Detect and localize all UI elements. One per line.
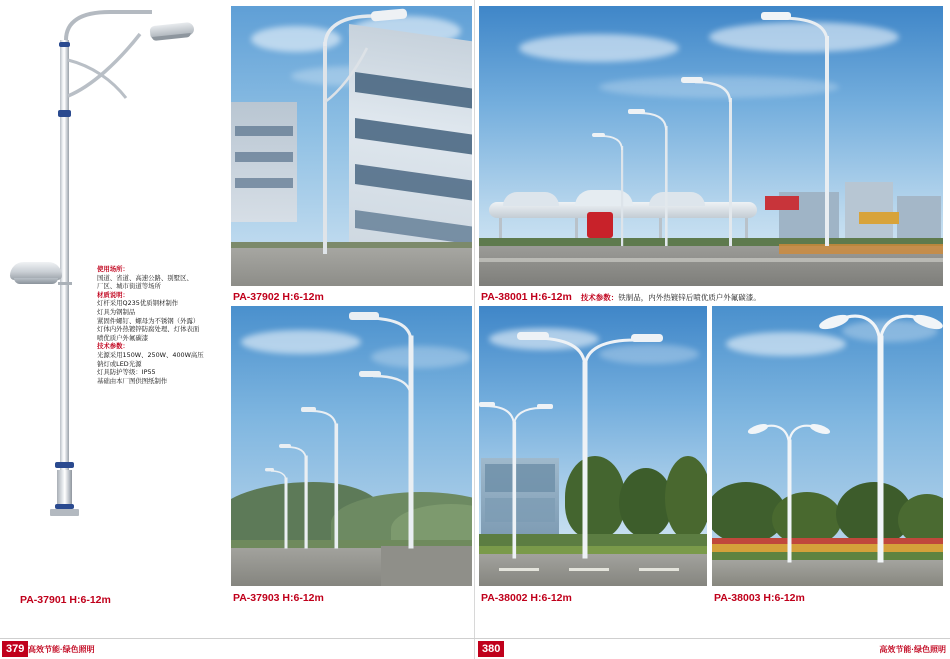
spec-section2-line5: 喷优质户外氟碳漆 (97, 333, 149, 342)
street-lamps-38001 (479, 6, 943, 286)
luminaire-head-detail-lens (14, 278, 58, 284)
spec-section1-line1: 国道、省道、高速公路、别墅区、 (97, 273, 193, 282)
spec-section3-title: 技术参数： (97, 342, 129, 351)
caption-37903-text: PA-37903 H:6-12m (233, 592, 324, 604)
page-number-right-text: 380 (482, 643, 501, 655)
page-number-left (2, 641, 28, 657)
spec-section3-line2: 钠灯或LED光源 (97, 359, 142, 368)
spec-section2-line4: 灯体内外热镀锌防腐处理、灯体表面 (97, 325, 200, 334)
decorative-lamp-38003 (712, 306, 943, 586)
page-number-left-text: 379 (6, 643, 25, 655)
luminaire-detail-arm (58, 282, 72, 285)
street-lamp-37902 (231, 6, 472, 286)
photo-38002 (479, 306, 707, 586)
footer-tagline-left (28, 644, 95, 655)
street-lamps-38002 (479, 306, 707, 586)
page-number-right (478, 641, 504, 657)
spec-section2-line2: 灯具为钢制品 (97, 307, 136, 316)
photo-37903 (231, 306, 472, 586)
caption-37901 (20, 594, 111, 606)
caption-38002 (481, 592, 572, 604)
product-diagram-37901 (0, 0, 228, 610)
caption-38001-tech-label: 技术参数： (580, 293, 619, 302)
spec-section1-line2: 厂区、城市街道等场所 (97, 282, 161, 291)
footer-rule (0, 638, 950, 639)
spec-section2-line1: 灯杆采用Q235优质钢材制作 (97, 299, 179, 308)
specification-text (97, 265, 225, 385)
caption-37902 (233, 291, 324, 303)
caption-37901-text: PA-37901 H:6-12m (20, 594, 111, 606)
spec-section1-title: 使用场所： (97, 265, 129, 273)
caption-38001-tech-text: 铁制品，内外热镀锌后喷优质户外氟碳漆。 (618, 293, 761, 302)
caption-37902-text: PA-37902 H:6-12m (233, 291, 324, 303)
caption-38003-text: PA-38003 H:6-12m (714, 592, 805, 604)
spec-section2-line3: 紧固件螺钉、螺母为不锈钢（外露） (97, 316, 200, 325)
photo-38003 (712, 306, 943, 586)
spec-section3-line3: 灯具防护等级：IP55 (97, 368, 156, 377)
footer-tagline-right-text: 高效节能·绿色照明 (879, 645, 946, 654)
caption-38001-text: PA-38001 H:6-12m (481, 291, 572, 303)
caption-38001 (481, 291, 761, 303)
caption-38002-text: PA-38002 H:6-12m (481, 592, 572, 604)
spec-section3-line1: 光源采用150W、250W、400W高压 (97, 350, 204, 359)
caption-38003 (714, 592, 805, 604)
footer-tagline-left-text: 高效节能·绿色照明 (28, 645, 95, 654)
page-spine (474, 0, 475, 659)
spec-section3-line4: 基础由本厂图供图纸制作 (97, 376, 168, 385)
spec-section2-title: 材质说明： (97, 290, 129, 299)
caption-37903 (233, 592, 324, 604)
street-lamps-37903 (231, 306, 472, 586)
footer-tagline-right (879, 644, 946, 655)
photo-37902 (231, 6, 472, 286)
photo-38001 (479, 6, 943, 286)
